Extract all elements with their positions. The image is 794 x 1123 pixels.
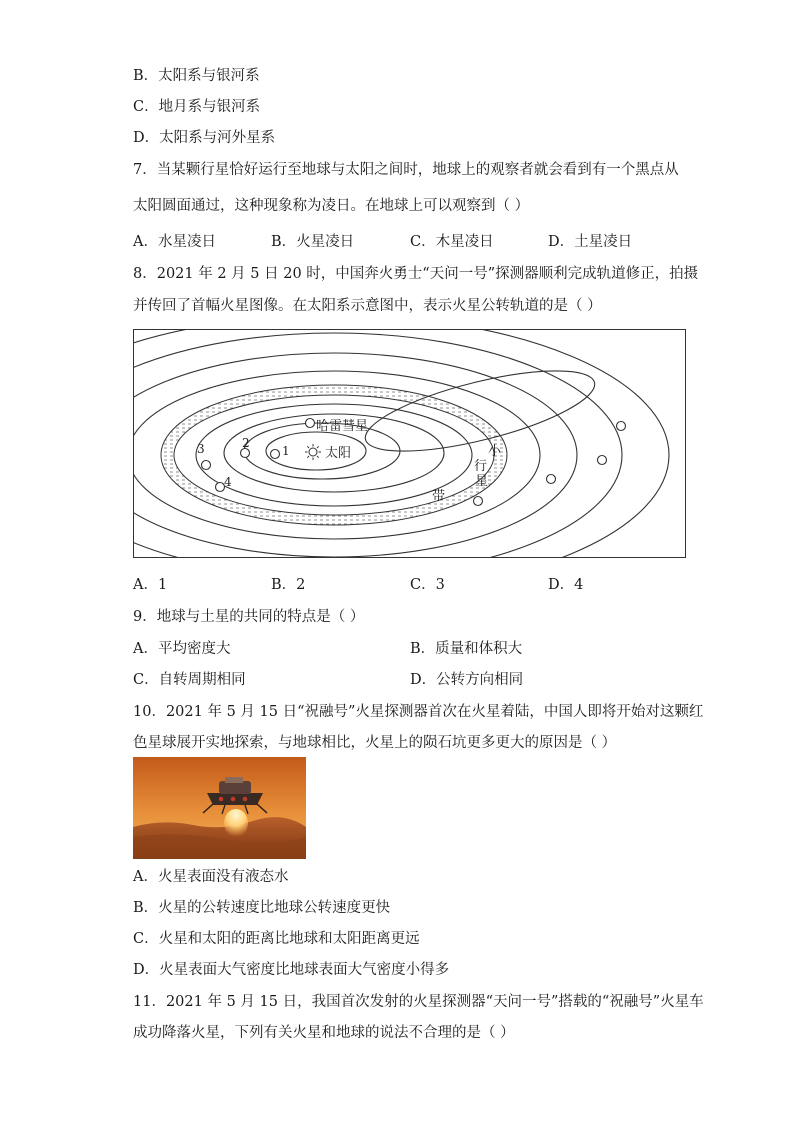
q7-option-a: A．水星凌日 [133,234,216,250]
q10-option-d: D．火星表面大气密度比地球表面大气密度小得多 [133,962,450,978]
q9-option-a: A．平均密度大 [133,641,231,657]
planet-saturn [547,475,556,484]
halley-comet-orbit [358,354,601,467]
planet-neptune [617,422,626,431]
q6-option-b: B．太阳系与银河系 [133,68,260,84]
mars-lander-image [133,757,306,859]
q9-option-b: B．质量和体积大 [410,641,523,657]
q9-stem: 9．地球与土星的共同的特点是（ ） [133,609,365,625]
halley-comet-label: 哈雷彗星 [316,419,369,434]
q7-stem-line2: 太阳圆面通过，这种现象称为凌日。在地球上可以观察到（ ） [133,198,530,214]
planet-1 [271,450,280,459]
planet-uranus [598,456,607,465]
mars-lander-photo [133,757,306,859]
orbit-number-4: 4 [224,475,232,489]
q8-option-b: B．2 [271,577,306,593]
q8-option-c: C．3 [410,577,445,593]
q7-option-d: D．土星凌日 [548,234,633,250]
q6-option-c: C．地月系与银河系 [133,99,261,115]
q10-option-b: B．火星的公转速度比地球公转速度更快 [133,900,391,916]
asteroid-belt-label-1: 小 [488,444,502,459]
q8-stem-line2: 并传回了首幅火星图像。在太阳系示意图中，表示火星公转轨道的是（ ） [133,298,602,314]
q10-option-c: C．火星和太阳的距离比地球和太阳距离更远 [133,931,420,947]
orbit-number-1: 1 [282,444,290,458]
orbit-number-2: 2 [242,436,250,450]
q10-option-a: A．火星表面没有液态水 [133,869,289,885]
q6-option-d: D．太阳系与河外星系 [133,130,276,146]
q7-option-b: B．火星凌日 [271,234,355,250]
solar-system-figure [133,329,686,558]
q11-stem-line2: 成功降落火星，下列有关火星和地球的说法不合理的是（ ） [133,1025,515,1041]
sun-label: 太阳 [325,446,352,461]
q8-stem-line1: 8．2021 年 2 月 5 日 20 时，中国奔火勇士“天问一号”探测器顺利完成轨道修正，拍摄 [133,266,699,282]
q7-option-c: C．木星凌日 [410,234,494,250]
orbit-uranus [134,333,622,558]
solar-system-diagram [134,330,686,558]
asteroid-belt-label-2: 行 [474,459,488,474]
q10-stem-line1: 10．2021 年 5 月 15 日“祝融号”火星探测器首次在火星着陆，中国人即将开始对这颗红 [133,704,704,720]
q8-option-a: A．1 [133,577,168,593]
sun-icon [305,444,321,460]
asteroid-belt-label-3: 星 [475,474,489,489]
q9-option-d: D．公转方向相同 [410,672,524,688]
planet-3 [202,461,211,470]
q8-option-d: D．4 [548,577,584,593]
planet-jupiter [474,497,483,506]
asteroid-belt-label-4: 带 [432,489,446,504]
q11-stem-line1: 11．2021 年 5 月 15 日，我国首次发射的火星探测器“天问一号”搭载的“祝融号”火星车 [133,994,704,1010]
q10-stem-line2: 色星球展开实地探索，与地球相比，火星上的陨石坑更多更大的原因是（ ） [133,735,617,751]
q9-option-c: C．自转周期相同 [133,672,246,688]
orbit-number-3: 3 [197,442,205,456]
halley-comet [306,419,315,428]
q7-stem-line1: 7．当某颗行星恰好运行至地球与太阳之间时，地球上的观察者就会看到有一个黑点从 [133,162,679,178]
